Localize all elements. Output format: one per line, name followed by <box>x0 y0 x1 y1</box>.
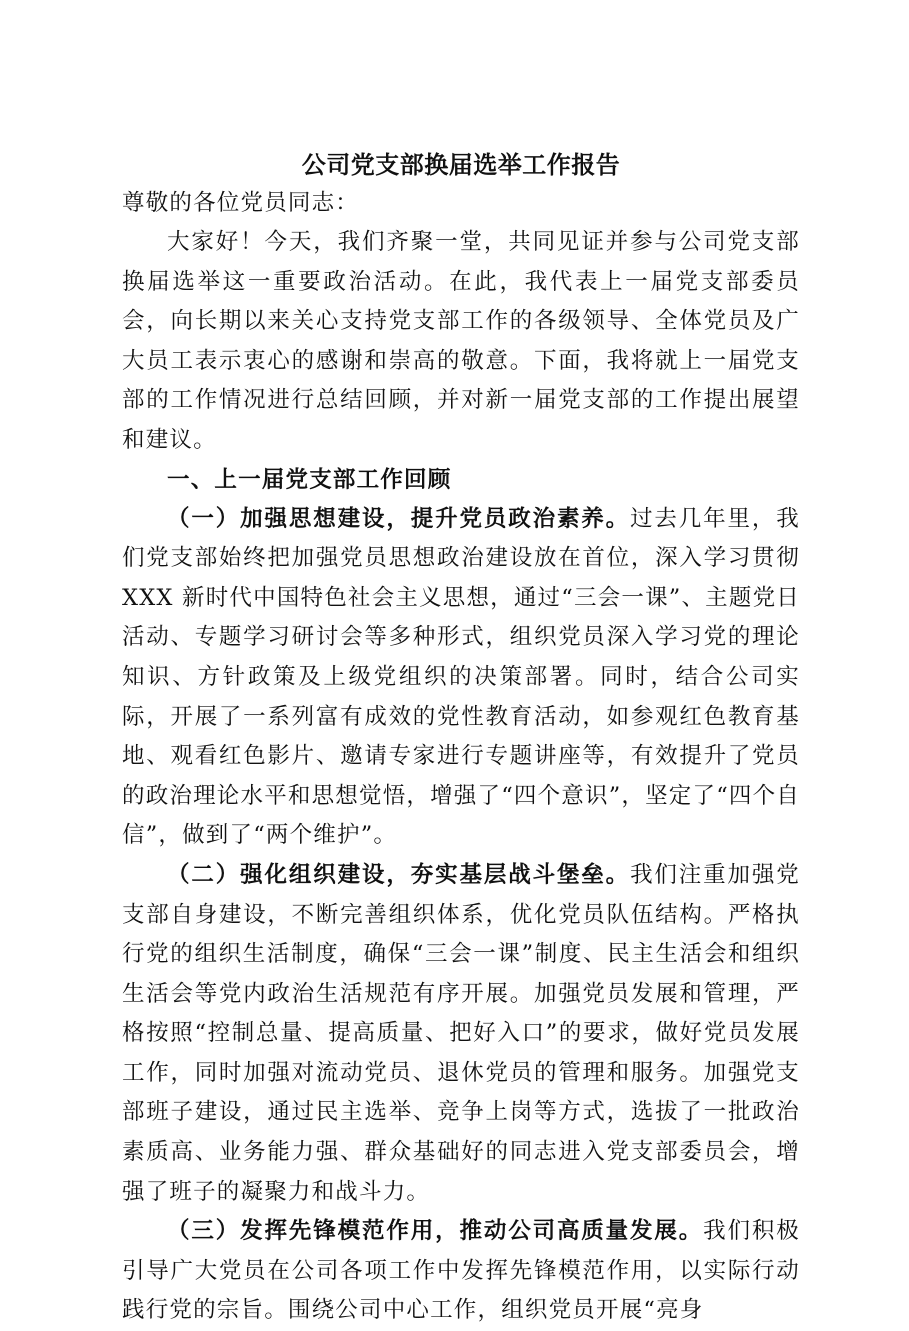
document-page <box>122 146 800 1331</box>
document-title: 公司党支部换届选举工作报告 <box>301 150 621 179</box>
item-subhead-1: （一）加强思想建设，提升党员政治素养。 <box>167 505 631 532</box>
item-body-1: 过去几年里，我们党支部始终把加强党员思想政治建设放在首位，深入学习贯彻 XXX 新时代中国特色社会主义思想，通过“三会一课”、主题党日活动、专题学习研讨会等多种形式，组织党员深入学习党的理论知识、方针政策及上级党组织的决策部署。同时，结合公司实际，开展了一系列富有成效的党性教育活动，如参观红色教育基地、观看红色影片、邀请专家进行专题讲座等，有效提升了党员的政治理论水平和思想觉悟，增强了“四个意识”，坚定了“四个自信”，做到了“两个维护”。 <box>122 505 801 849</box>
salutation: 尊敬的各位党员同志： <box>122 190 360 216</box>
item-body-3: 我们积极引导广大党员在公司各项工作中发挥先锋模范作用，以实际行动践行党的宗旨。围绕公司中心工作，组织党员开展“亮身 <box>122 1218 800 1324</box>
item-subhead-2: （二）强化组织建设，夯实基层战斗堡垒。 <box>167 861 631 888</box>
item-paragraph-1 <box>122 500 800 856</box>
section-heading-1: 一、上一届党支部工作回顾 <box>167 466 452 493</box>
item-paragraph-3 <box>122 1212 800 1331</box>
item-subhead-3: （三）发挥先锋模范作用，推动公司高质量发展。 <box>167 1218 704 1245</box>
item-body-2: 我们注重加强党支部自身建设，不断完善组织体系，优化党员队伍结构。严格执行党的组织生活制度，确保“三会一课”制度、民主生活会和组织生活会等党内政治生活规范有序开展。加强党员发展和管理，严格按照“控制总量、提高质量、把好入口”的要求，做好党员发展工作，同时加强对流动党员、退休党员的管理和服务。加强党支部班子建设，通过民主选举、竞争上岗等方式，选拔了一批政治素质高、业务能力强、群众基础好的同志进入党支部委员会，增强了班子的凝聚力和战斗力。 <box>122 861 800 1205</box>
item-paragraph-2 <box>122 856 800 1212</box>
intro-paragraph: 大家好！今天，我们齐聚一堂，共同见证并参与公司党支部换届选举这一重要政治活动。在此，我代表上一届党支部委员会，向长期以来关心支持党支部工作的各级领导、全体党员及广大员工表示衷心的感谢和崇高的敬意。下面，我将就上一届党支部的工作情况进行总结回顾，并对新一届党支部的工作提出展望和建议。 <box>122 229 800 453</box>
